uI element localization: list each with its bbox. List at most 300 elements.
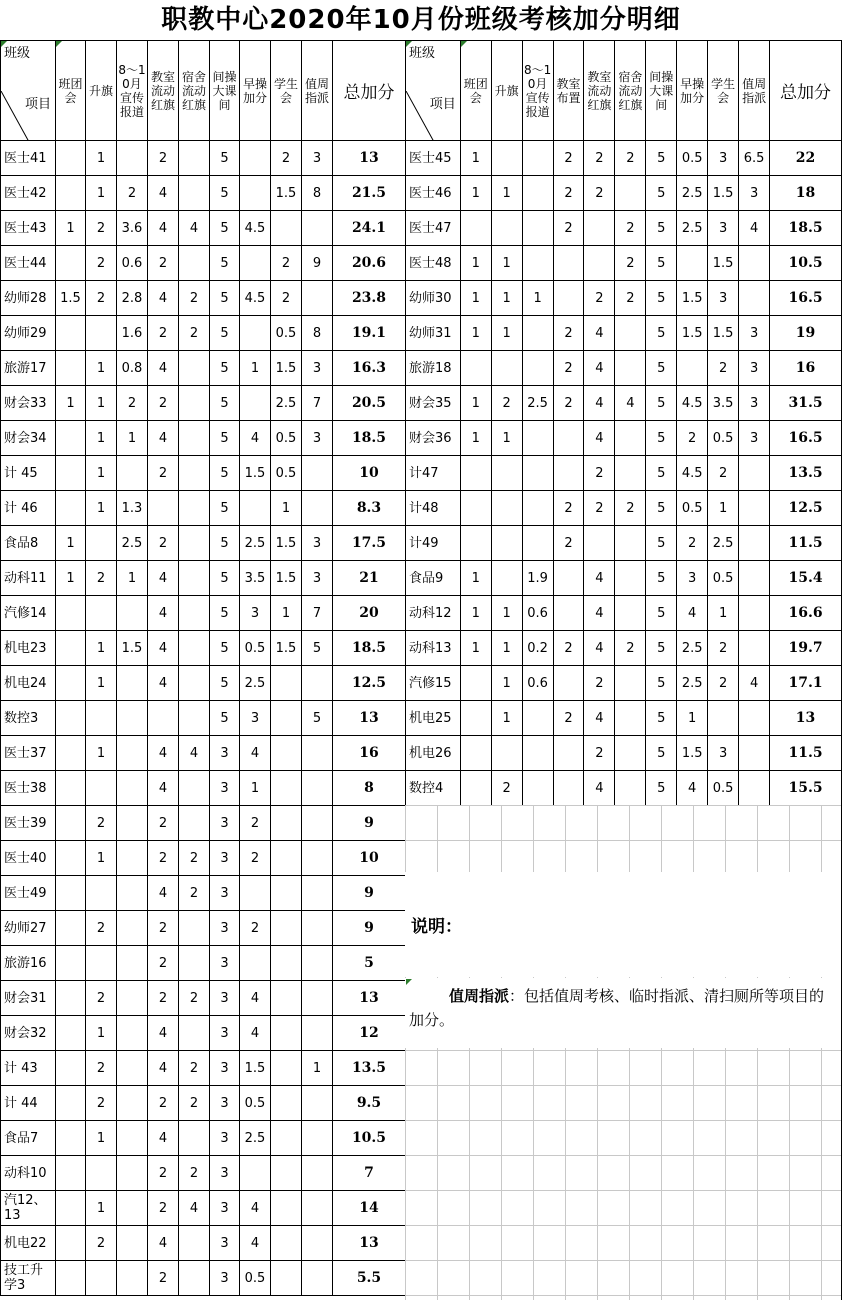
score-cell — [56, 1016, 86, 1051]
score-cell: 3.6 — [117, 211, 148, 246]
score-cell: 2 — [179, 316, 210, 351]
class-name-cell: 幼师28 — [1, 281, 56, 316]
score-cell: 0.5 — [271, 421, 302, 456]
table-row — [406, 176, 842, 211]
score-cell — [117, 771, 148, 806]
score-cell: 2 — [553, 211, 584, 246]
table-row — [406, 211, 842, 246]
score-cell: 2.5 — [271, 386, 302, 421]
score-cell — [86, 876, 117, 911]
score-cell: 2 — [615, 491, 646, 526]
score-cell — [179, 491, 210, 526]
score-cell: 1 — [117, 421, 148, 456]
score-cell: 1 — [677, 701, 708, 736]
table-row — [1, 561, 406, 596]
score-cell: 1 — [491, 281, 522, 316]
score-cell — [179, 666, 210, 701]
column-header: 早操加分 — [240, 41, 271, 141]
table-row — [1, 911, 406, 946]
score-cell — [56, 1226, 86, 1261]
score-cell: 2.5 — [677, 211, 708, 246]
score-cell — [302, 211, 333, 246]
score-cell — [117, 736, 148, 771]
score-cell: 3 — [210, 1156, 240, 1191]
score-cell — [553, 281, 584, 316]
score-cell: 5 — [210, 351, 240, 386]
score-cell: 4 — [677, 771, 708, 806]
table-row — [1, 281, 406, 316]
score-cell: 3 — [210, 1121, 240, 1156]
score-cell: 5 — [210, 281, 240, 316]
score-cell — [179, 176, 210, 211]
corner-header-cell — [1, 41, 56, 141]
score-cell — [117, 876, 148, 911]
score-cell: 0.5 — [271, 316, 302, 351]
score-cell — [460, 526, 491, 561]
class-name-cell: 计47 — [406, 456, 461, 491]
score-cell: 2.5 — [240, 1121, 271, 1156]
score-cell: 4.5 — [240, 211, 271, 246]
score-cell: 5 — [646, 526, 677, 561]
score-cell — [179, 911, 210, 946]
score-cell: 7 — [302, 596, 333, 631]
class-name-cell: 数控4 — [406, 771, 461, 806]
score-cell: 5 — [302, 701, 333, 736]
score-cell: 3 — [210, 876, 240, 911]
table-row — [1, 631, 406, 666]
score-cell: 1.5 — [271, 526, 302, 561]
score-cell — [271, 211, 302, 246]
column-header: 宿舍流动红旗 — [615, 41, 646, 141]
score-cell — [553, 246, 584, 281]
total-score-cell: 21 — [333, 561, 406, 596]
class-name-cell: 幼师30 — [406, 281, 461, 316]
score-cell: 1 — [491, 596, 522, 631]
score-cell — [56, 946, 86, 981]
score-cell: 1 — [240, 351, 271, 386]
total-score-cell: 10 — [333, 841, 406, 876]
score-cell — [739, 526, 770, 561]
score-cell: 5 — [210, 316, 240, 351]
score-cell: 3 — [210, 1191, 240, 1226]
score-cell — [677, 246, 708, 281]
table-row — [1, 876, 406, 911]
score-cell: 4 — [240, 981, 271, 1016]
notes-term: 值周指派 — [449, 987, 510, 1005]
score-cell — [522, 351, 553, 386]
score-cell: 2 — [86, 1086, 117, 1121]
score-cell: 1.5 — [271, 351, 302, 386]
score-cell — [271, 946, 302, 981]
score-cell: 1 — [491, 701, 522, 736]
score-cell: 3 — [210, 911, 240, 946]
score-cell: 2 — [553, 141, 584, 176]
score-cell: 4 — [615, 386, 646, 421]
class-name-cell: 医士45 — [406, 141, 461, 176]
score-cell — [56, 1086, 86, 1121]
score-cell: 2 — [553, 316, 584, 351]
score-cell — [615, 176, 646, 211]
score-cell: 4 — [148, 596, 179, 631]
score-cell: 1 — [708, 596, 739, 631]
score-cell: 2 — [615, 141, 646, 176]
score-cell: 2 — [86, 561, 117, 596]
class-name-cell: 动科11 — [1, 561, 56, 596]
score-cell — [179, 141, 210, 176]
table-row — [406, 596, 842, 631]
score-cell: 5 — [646, 211, 677, 246]
score-cell — [86, 701, 117, 736]
class-name-cell: 财会32 — [1, 1016, 56, 1051]
class-name-cell: 机电25 — [406, 701, 461, 736]
notes-description: ：包括值周考核、临时指派、清扫厕所等项目的加分。 — [409, 987, 825, 1029]
score-cell: 2.5 — [522, 386, 553, 421]
score-cell: 3 — [210, 736, 240, 771]
score-cell — [179, 526, 210, 561]
score-cell: 0.5 — [240, 1261, 271, 1296]
total-score-cell: 21.5 — [333, 176, 406, 211]
score-cell — [117, 1226, 148, 1261]
total-score-cell: 18.5 — [333, 421, 406, 456]
score-cell: 5 — [646, 631, 677, 666]
score-cell — [460, 456, 491, 491]
score-cell — [56, 176, 86, 211]
table-row — [406, 141, 842, 176]
score-cell: 2 — [148, 841, 179, 876]
score-cell — [56, 806, 86, 841]
class-name-cell: 动科12 — [406, 596, 461, 631]
total-score-cell: 22 — [770, 141, 842, 176]
score-cell: 1.5 — [240, 456, 271, 491]
score-cell: 3 — [677, 561, 708, 596]
score-cell: 4 — [148, 1051, 179, 1086]
score-cell: 1.5 — [271, 631, 302, 666]
score-cell — [117, 456, 148, 491]
score-cell: 1 — [460, 246, 491, 281]
score-cell — [117, 141, 148, 176]
score-cell — [615, 736, 646, 771]
score-cell — [117, 1191, 148, 1226]
cell-marker-icon — [56, 41, 62, 47]
score-cell — [739, 456, 770, 491]
table-row — [406, 666, 842, 701]
total-score-cell: 11.5 — [770, 526, 842, 561]
score-cell — [56, 771, 86, 806]
score-cell: 4 — [148, 211, 179, 246]
score-cell: 4 — [148, 736, 179, 771]
score-cell: 2 — [553, 526, 584, 561]
score-cell — [179, 246, 210, 281]
score-cell — [460, 736, 491, 771]
score-cell — [56, 1261, 86, 1296]
score-cell — [302, 841, 333, 876]
score-cell — [553, 596, 584, 631]
total-score-cell: 12.5 — [333, 666, 406, 701]
total-score-cell: 31.5 — [770, 386, 842, 421]
score-cell: 4 — [148, 771, 179, 806]
score-cell: 4 — [739, 211, 770, 246]
total-score-cell: 18.5 — [333, 631, 406, 666]
total-score-cell: 13 — [333, 701, 406, 736]
score-cell: 1 — [86, 386, 117, 421]
total-score-cell: 19 — [770, 316, 842, 351]
score-cell — [86, 1156, 117, 1191]
class-name-cell: 医士47 — [406, 211, 461, 246]
score-cell: 5 — [210, 176, 240, 211]
score-cell — [56, 876, 86, 911]
score-cell: 0.8 — [117, 351, 148, 386]
score-cell — [117, 596, 148, 631]
score-cell: 2 — [148, 1086, 179, 1121]
table-row — [406, 491, 842, 526]
score-cell — [86, 316, 117, 351]
score-cell: 2.5 — [708, 526, 739, 561]
class-name-cell: 医士37 — [1, 736, 56, 771]
score-cell — [553, 666, 584, 701]
class-name-cell: 机电24 — [1, 666, 56, 701]
score-cell — [553, 456, 584, 491]
score-cell: 3 — [302, 141, 333, 176]
score-cell: 2 — [271, 246, 302, 281]
table-row — [1, 141, 406, 176]
total-score-cell: 8.3 — [333, 491, 406, 526]
score-cell: 2 — [271, 141, 302, 176]
total-score-cell: 16 — [333, 736, 406, 771]
score-cell: 2 — [148, 456, 179, 491]
score-cell — [460, 491, 491, 526]
class-name-cell: 财会35 — [406, 386, 461, 421]
score-cell — [522, 211, 553, 246]
score-cell: 5 — [646, 561, 677, 596]
score-cell: 4 — [584, 631, 615, 666]
score-cell — [739, 596, 770, 631]
score-cell: 5 — [302, 631, 333, 666]
score-cell: 4 — [584, 316, 615, 351]
total-score-cell: 16.5 — [770, 281, 842, 316]
score-cell — [615, 316, 646, 351]
total-header: 总加分 — [333, 41, 406, 141]
score-cell — [117, 981, 148, 1016]
score-cell: 5 — [646, 421, 677, 456]
score-cell: 3.5 — [240, 561, 271, 596]
score-cell — [271, 736, 302, 771]
score-cell: 3 — [739, 316, 770, 351]
class-name-cell: 旅游18 — [406, 351, 461, 386]
total-score-cell: 16.6 — [770, 596, 842, 631]
score-cell — [117, 1121, 148, 1156]
class-name-cell: 食品7 — [1, 1121, 56, 1156]
class-name-cell: 动科13 — [406, 631, 461, 666]
score-cell: 0.6 — [522, 666, 553, 701]
score-cell — [302, 281, 333, 316]
score-cell: 5 — [646, 246, 677, 281]
table-row — [1, 526, 406, 561]
score-cell: 5 — [210, 491, 240, 526]
score-cell — [271, 981, 302, 1016]
score-cell: 1 — [56, 526, 86, 561]
score-cell: 3.5 — [708, 386, 739, 421]
score-cell: 5 — [646, 141, 677, 176]
score-cell: 2 — [148, 141, 179, 176]
score-cell — [522, 176, 553, 211]
score-cell: 5 — [210, 526, 240, 561]
score-cell — [86, 526, 117, 561]
score-cell: 4 — [148, 631, 179, 666]
score-cell — [615, 701, 646, 736]
score-cell — [615, 421, 646, 456]
score-cell: 1.5 — [117, 631, 148, 666]
score-cell — [117, 1156, 148, 1191]
table-row — [1, 491, 406, 526]
column-header: 升旗 — [491, 41, 522, 141]
score-cell — [302, 876, 333, 911]
notes-heading-box — [405, 872, 842, 977]
total-score-cell: 7 — [333, 1156, 406, 1191]
score-cell: 3 — [739, 176, 770, 211]
score-cell: 1 — [491, 316, 522, 351]
total-score-cell: 10 — [333, 456, 406, 491]
score-cell: 0.5 — [677, 491, 708, 526]
score-cell: 1 — [460, 176, 491, 211]
score-cell — [584, 211, 615, 246]
column-header: 值周指派 — [302, 41, 333, 141]
score-cell: 4.5 — [677, 456, 708, 491]
class-name-cell: 动科10 — [1, 1156, 56, 1191]
score-cell: 2 — [584, 491, 615, 526]
score-cell — [179, 806, 210, 841]
score-cell: 0.5 — [708, 771, 739, 806]
right-header-row — [406, 41, 842, 141]
class-name-cell: 旅游17 — [1, 351, 56, 386]
score-cell: 2 — [148, 1191, 179, 1226]
score-cell: 2 — [86, 211, 117, 246]
score-cell: 3 — [708, 736, 739, 771]
score-cell — [302, 1086, 333, 1121]
total-score-cell: 15.5 — [770, 771, 842, 806]
score-cell: 1 — [56, 211, 86, 246]
corner-bottom-label: 班级 — [409, 45, 436, 61]
score-cell: 2 — [179, 281, 210, 316]
score-cell — [86, 596, 117, 631]
score-cell: 2 — [708, 631, 739, 666]
score-cell: 3 — [739, 421, 770, 456]
score-cell — [302, 1156, 333, 1191]
score-cell — [148, 701, 179, 736]
score-cell — [56, 421, 86, 456]
score-cell: 0.5 — [240, 631, 271, 666]
score-cell: 2 — [179, 876, 210, 911]
score-cell: 4.5 — [240, 281, 271, 316]
score-cell — [179, 946, 210, 981]
score-cell: 5 — [210, 456, 240, 491]
score-cell: 4 — [148, 876, 179, 911]
score-cell — [179, 421, 210, 456]
score-cell — [739, 701, 770, 736]
score-cell — [56, 666, 86, 701]
class-name-cell: 医士44 — [1, 246, 56, 281]
score-cell: 4 — [148, 1121, 179, 1156]
score-cell — [302, 456, 333, 491]
score-cell — [522, 526, 553, 561]
score-cell — [522, 456, 553, 491]
score-cell: 2 — [677, 526, 708, 561]
score-cell — [117, 911, 148, 946]
score-cell: 5 — [646, 456, 677, 491]
score-cell: 4 — [148, 176, 179, 211]
score-cell: 1 — [491, 631, 522, 666]
score-cell: 3 — [210, 1261, 240, 1296]
score-cell — [271, 771, 302, 806]
score-cell: 4 — [179, 736, 210, 771]
score-cell: 5 — [210, 246, 240, 281]
score-cell: 5 — [646, 316, 677, 351]
score-cell — [708, 701, 739, 736]
total-score-cell: 16.3 — [333, 351, 406, 386]
class-name-cell: 计49 — [406, 526, 461, 561]
score-cell — [271, 806, 302, 841]
total-score-cell: 18.5 — [770, 211, 842, 246]
total-score-cell: 13.5 — [770, 456, 842, 491]
score-cell: 1 — [522, 281, 553, 316]
corner-header-cell — [406, 41, 461, 141]
corner-top-label: 项目 — [429, 96, 456, 112]
score-cell: 0.5 — [271, 456, 302, 491]
total-score-cell: 9 — [333, 876, 406, 911]
score-cell: 2 — [179, 1156, 210, 1191]
total-score-cell: 5.5 — [333, 1261, 406, 1296]
total-header: 总加分 — [770, 41, 842, 141]
score-cell — [460, 771, 491, 806]
score-cell: 1.5 — [677, 736, 708, 771]
score-cell — [56, 841, 86, 876]
score-cell: 0.5 — [677, 141, 708, 176]
score-cell: 2 — [86, 246, 117, 281]
score-cell: 0.6 — [522, 596, 553, 631]
class-name-cell: 机电23 — [1, 631, 56, 666]
score-cell: 1.5 — [56, 281, 86, 316]
total-score-cell: 11.5 — [770, 736, 842, 771]
score-cell — [739, 246, 770, 281]
score-cell — [615, 526, 646, 561]
score-cell: 1 — [56, 561, 86, 596]
score-cell: 2 — [117, 386, 148, 421]
score-cell: 1 — [240, 771, 271, 806]
table-row — [406, 246, 842, 281]
column-header: 教室流动红旗 — [584, 41, 615, 141]
score-cell — [615, 596, 646, 631]
table-row — [1, 1086, 406, 1121]
score-cell — [271, 876, 302, 911]
score-cell: 1.6 — [117, 316, 148, 351]
total-score-cell: 9.5 — [333, 1086, 406, 1121]
score-cell: 8 — [302, 176, 333, 211]
score-cell: 3 — [210, 1016, 240, 1051]
score-cell: 2 — [615, 281, 646, 316]
score-cell: 1 — [460, 631, 491, 666]
score-cell — [677, 351, 708, 386]
score-cell: 5 — [646, 386, 677, 421]
class-name-cell: 计 46 — [1, 491, 56, 526]
class-name-cell: 机电26 — [406, 736, 461, 771]
score-cell — [56, 351, 86, 386]
score-cell — [302, 1261, 333, 1296]
total-score-cell: 13 — [770, 701, 842, 736]
score-cell — [56, 1121, 86, 1156]
total-score-cell: 17.1 — [770, 666, 842, 701]
score-cell — [522, 421, 553, 456]
score-cell: 8 — [302, 316, 333, 351]
score-cell — [302, 1121, 333, 1156]
